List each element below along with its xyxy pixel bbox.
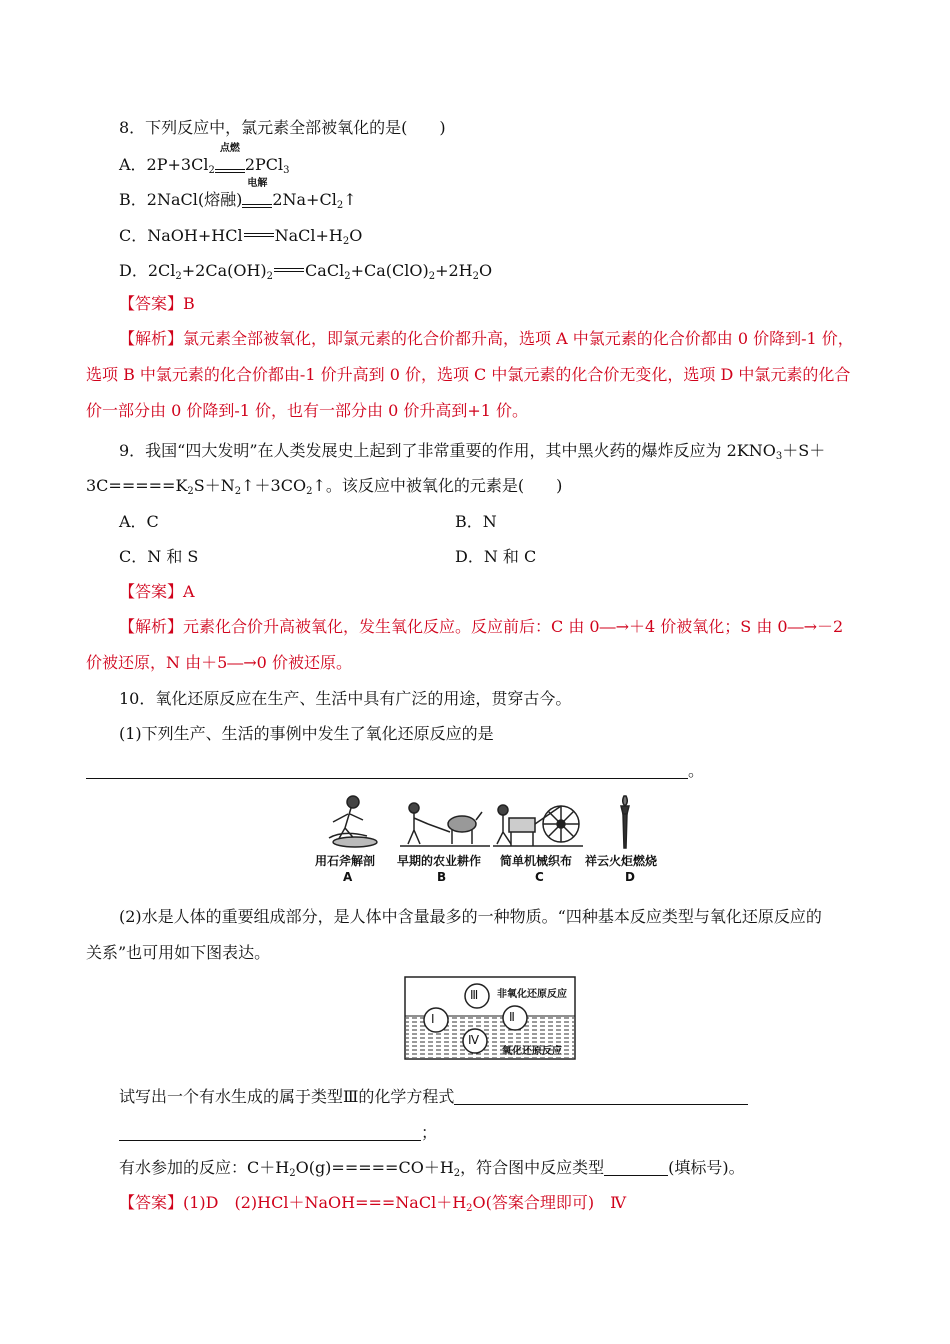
stone-axe-illustration — [329, 796, 377, 847]
q9-answer: 【答案】A — [119, 582, 195, 601]
q8-option-a: A．$2P+3Cl_2$ 点燃 2PCl$_3$ — [119, 143, 290, 176]
circle-ii-label: Ⅱ — [509, 1010, 515, 1024]
q10-answer: 【答案】(1)D $(2)HCl+NaOH===NaCl+H_2O$(答案合理即可) Ⅳ — [119, 1193, 627, 1214]
caption-c: 简单机械织布 — [500, 854, 573, 868]
q10-part2-line-1: (2)水是人体的重要组成部分，是人体中含量最多的一种物质。“四种基本反应类型与氧化还原反应的 — [119, 907, 822, 926]
illustrations-drawing — [315, 792, 675, 852]
letter-a: A — [343, 870, 353, 884]
q10-write-equation: 试写出一个有水生成的属于类型Ⅲ的化学方程式 — [119, 1086, 748, 1108]
q10-figure-illustrations — [315, 792, 675, 888]
q8-option-c: C．NaOH+HCl $NaCl+H_2O$ — [119, 223, 362, 247]
circle-i-label: Ⅰ — [431, 1012, 435, 1026]
non-redox-label: 非氧化还原反应 — [497, 989, 567, 1000]
q8-option-d: D．$2Cl_2+2Ca(OH)_2$ $CaCl_2+Ca(ClO)_2+2H_2O$ — [119, 258, 492, 282]
q8-option-b: B．2NaCl(熔融) 电解 $2Na+Cl_2↑$ — [119, 178, 357, 211]
q9-option-d: D．N 和 C — [455, 547, 537, 566]
letter-c: C — [535, 870, 544, 884]
q9-analysis-line-2: 价被还原，N 由＋5―→0 价被还原。 — [86, 653, 352, 672]
q10-water-reaction: 有水参加的反应：$C+H_2O(g)=====CO+H_2$，符合图中反应类型 (填标号)。 — [119, 1158, 745, 1179]
caption-b: 早期的农业耕作 — [397, 854, 482, 868]
circle-iv-label: Ⅳ — [468, 1033, 480, 1047]
q10-stem: 10．氧化还原反应在生产、生活中具有广泛的用途，贯穿古今。 — [119, 689, 572, 708]
q8-analysis-line-2: 选项 B 中氯元素的化合价都由-1 价升高到 0 价，选项 C 中氯元素的化合价无变化，选项 D 中氯元素的化合 — [86, 365, 851, 384]
q9-option-c: C．N 和 S — [119, 547, 199, 566]
q9-option-b: B．N — [455, 512, 497, 531]
circle-iii-label: Ⅲ — [470, 988, 479, 1002]
q9-stem-line-1: 9．我国“四大发明”在人类发展史上起到了非常重要的作用，其中黑火药的爆炸反应为 $2KNO_3+S+$ — [119, 441, 826, 462]
q8-analysis-line-3: 价一部分由 0 价降到-1 价，也有一部分由 0 价升高到+1 价。 — [86, 401, 529, 420]
caption-a: 用石斧解剖 — [315, 854, 376, 868]
q10-part1-answer-line: 。 — [86, 760, 704, 782]
q9-stem-line-2: $3C=====K_2S+N_2↑+3CO_2↑$。该反应中被氧化的元素是( ) — [86, 476, 563, 497]
letter-b: B — [437, 870, 447, 884]
q8-answer: 【答案】B — [119, 294, 195, 313]
q10-equation-answer-line: ； — [119, 1122, 437, 1144]
loom-illustration — [493, 805, 583, 846]
ox-plowing-illustration — [400, 803, 490, 846]
q8-stem: 8．下列反应中，氯元素全部被氧化的是( ) — [119, 118, 446, 137]
caption-d: 祥云火炬燃烧 — [585, 854, 658, 868]
letter-d: D — [625, 870, 635, 884]
q8-analysis-line-1: 【解析】氯元素全部被氧化，即氯元素的化合价都升高，选项 A 中氯元素的化合价都由 0 价降到-1 价， — [119, 329, 854, 348]
q10-part2-line-2: 关系”也可用如下图表达。 — [86, 943, 271, 962]
redox-label: 氧化还原反应 — [502, 1046, 562, 1057]
torch-illustration — [621, 796, 629, 848]
q9-analysis-line-1: 【解析】元素化合价升高被氧化，发生氧化反应。反应前后：C 由 0―→＋4 价被氧化；S 由 0―→－2 — [119, 617, 844, 636]
q9-option-a: A．C — [119, 512, 159, 531]
q10-figure-reaction-diagram — [404, 976, 576, 1060]
q10-part1: (1)下列生产、生活的事例中发生了氧化还原反应的是 — [119, 724, 494, 743]
